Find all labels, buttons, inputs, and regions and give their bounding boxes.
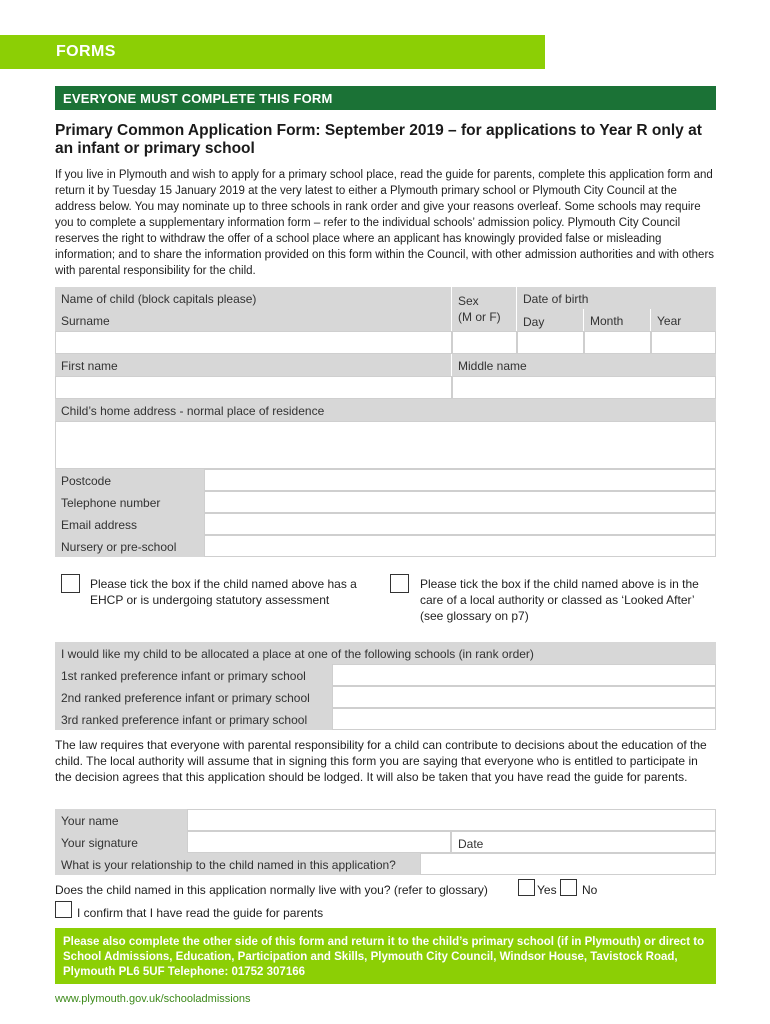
postcode-label: Postcode: [55, 469, 204, 491]
nursery-label: Nursery or pre-school: [55, 535, 204, 557]
ehcp-text: Please tick the box if the child named above has a EHCP or is undergoing statutory assessment: [90, 577, 357, 607]
email-label: Email address: [55, 513, 204, 535]
forms-banner-label: FORMS: [56, 43, 116, 60]
first-preference-input[interactable]: [332, 664, 716, 686]
email-input[interactable]: [204, 513, 716, 535]
live-with-no-label: No: [582, 883, 598, 897]
looked-after-text: Please tick the box if the child named above is in the care of a local authority or classed as ‘Looked After’ (see glossary on p7): [420, 577, 699, 623]
dob-month-input[interactable]: [584, 331, 651, 354]
confirm-checkbox[interactable]: [55, 901, 72, 918]
telephone-label: Telephone number: [55, 491, 204, 513]
middle-name-label: Middle name: [452, 354, 716, 376]
footer-notice: [55, 928, 716, 984]
dob-day-input[interactable]: [517, 331, 584, 354]
your-name-input[interactable]: [187, 809, 716, 831]
your-signature-label: Your signature: [55, 831, 187, 853]
surname-input[interactable]: [55, 331, 452, 354]
preferences-heading: I would like my child to be allocated a place at one of the following schools (in rank order): [55, 642, 716, 664]
third-preference-label: 3rd ranked preference infant or primary school: [55, 708, 332, 730]
looked-after-checkbox[interactable]: [390, 574, 409, 593]
ehcp-checkbox[interactable]: [61, 574, 80, 593]
live-with-no-checkbox[interactable]: [560, 879, 577, 896]
must-complete-label: EVERYONE MUST COMPLETE THIS FORM: [63, 91, 333, 106]
telephone-input[interactable]: [204, 491, 716, 513]
live-with-question: Does the child named in this application normally live with you? (refer to glossary): [55, 883, 488, 897]
date-field[interactable]: [451, 831, 716, 853]
sex-input[interactable]: [452, 331, 517, 354]
dob-month-label: Month: [584, 309, 650, 331]
sex-hint: (M or F): [458, 310, 501, 324]
dob-year-input[interactable]: [651, 331, 716, 354]
confirm-text: I confirm that I have read the guide for parents: [77, 906, 324, 920]
your-signature-input[interactable]: [187, 831, 451, 853]
nursery-input[interactable]: [204, 535, 716, 557]
child-name-label: Name of child (block capitals please): [55, 287, 451, 309]
dob-year-label: Year: [651, 309, 716, 331]
footer-notice-text: Please also complete the other side of this form and return it to the child’s primary school (if in Plymouth) or direct to School Admissions, Education, Participation and Skills, Plymouth City Council, Windsor House, Tavistock Road, Plymouth PL6 5UF Telephone: 01752 307166: [63, 936, 705, 978]
law-text: The law requires that everyone with parental responsibility for a child can contribute to decisions about the education of the child. The local authority will assume that in signing this form you are saying that everyone who is entitled to participate in the decision agrees that this application should be lodged. It will also be taken that you have read the guide for parents.: [55, 738, 707, 784]
third-preference-input[interactable]: [332, 708, 716, 730]
surname-label: Surname: [55, 309, 451, 331]
second-preference-label: 2nd ranked preference infant or primary school: [55, 686, 332, 708]
address-label: Child’s home address - normal place of residence: [55, 399, 716, 421]
first-name-input[interactable]: [55, 376, 452, 399]
dob-day-label: Day: [517, 309, 583, 331]
first-preference-label: 1st ranked preference infant or primary school: [55, 664, 332, 686]
relationship-input[interactable]: [420, 853, 716, 875]
dob-label: Date of birth: [517, 287, 716, 309]
your-name-label: Your name: [55, 809, 187, 831]
form-intro: If you live in Plymouth and wish to apply for a primary school place, read the guide for parents, complete this application form and return it by Tuesday 15 January 2019 at the very latest to either a Plymouth primary school or Plymouth City Council at the address below. You may nominate up to three schools in rank order and give your reasons overleaf. Some schools may require you to complete a supplementary information form – refer to the individual schools’ admission policy. Plymouth City Council reserves the right to withdraw the offer of a school place where an applicant has knowingly provided false or misleading information; and to share the information provided on this form within the Council, with other admission authorities and with others with parental responsibility for the child.: [55, 169, 715, 277]
middle-name-input[interactable]: [452, 376, 716, 399]
second-preference-input[interactable]: [332, 686, 716, 708]
address-input[interactable]: [55, 421, 716, 469]
forms-banner: [0, 35, 545, 69]
live-with-yes-label: Yes: [537, 883, 557, 897]
postcode-input[interactable]: [204, 469, 716, 491]
footer-url-link[interactable]: www.plymouth.gov.uk/schooladmissions: [55, 993, 251, 1005]
must-complete-bar: [55, 86, 716, 110]
sex-label: Sex: [458, 294, 479, 308]
first-name-label: First name: [55, 354, 451, 376]
live-with-yes-checkbox[interactable]: [518, 879, 535, 896]
form-title: Primary Common Application Form: September 2019 – for applications to Year R only at an infant or primary school: [55, 122, 702, 157]
relationship-label: What is your relationship to the child named in this application?: [55, 853, 420, 875]
date-label: Date: [458, 837, 484, 851]
sex-label-cell: [452, 287, 516, 331]
